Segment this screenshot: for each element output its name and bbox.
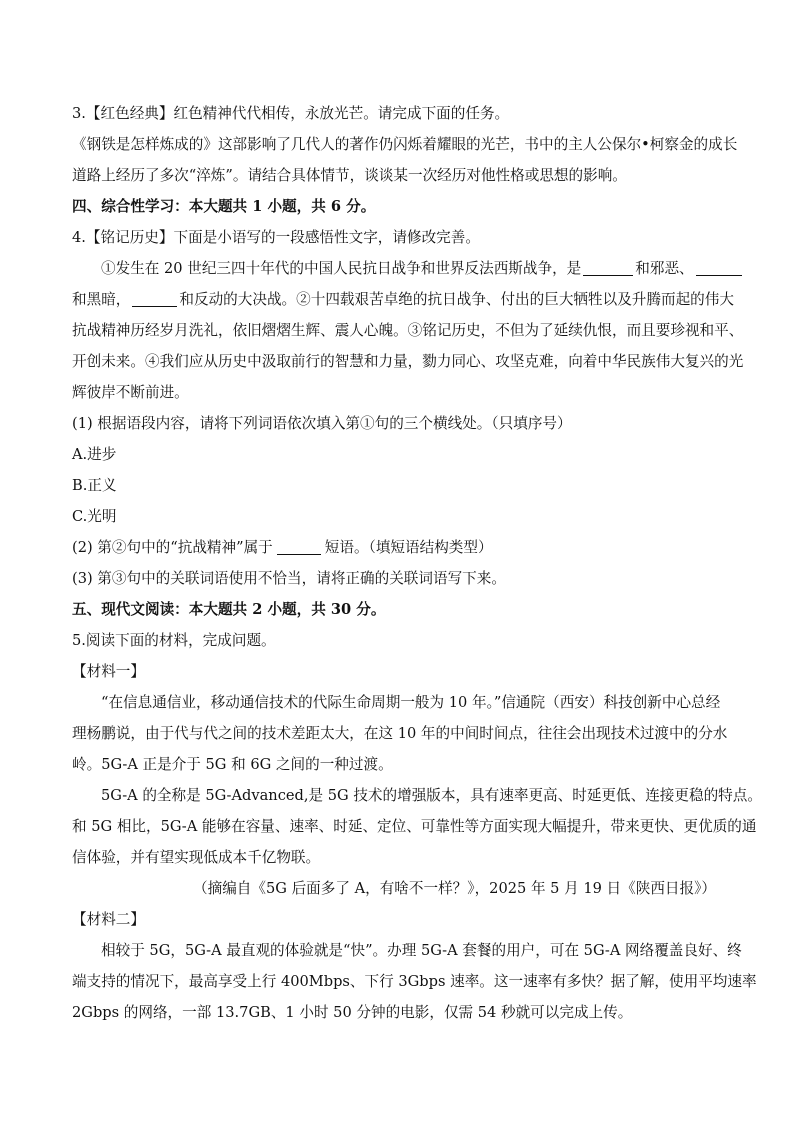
material-1-heading: 【材料一】 bbox=[72, 663, 145, 680]
material-2-line: 端支持的情况下，最高享受上行 400Mbps、下行 3Gbps 速率。这一速率有多快？据了解，使用平均速率 bbox=[72, 973, 757, 990]
material-2-line: 相较于 5G，5G-A 最直观的体验就是“快”。办理 5G-A 套餐的用户，可在 5G-A 网络覆盖良好、终 bbox=[101, 942, 742, 959]
question-4-title: 4.【铭记历史】下面是小语写的一段感悟性文字，请修改完善。 bbox=[72, 229, 480, 246]
section-5-heading: 五、现代文阅读：本大题共 2 小题，共 30 分。 bbox=[72, 601, 386, 618]
option-c: C.光明 bbox=[72, 508, 117, 525]
answer-blank-1 bbox=[583, 258, 633, 276]
material-1-source: （摘编自《5G 后面多了 A，有啥不一样？》，2025 年 5 月 19 日《陕西日报》） bbox=[193, 880, 716, 897]
sub-question-3: (3) 第③句中的关联词语使用不恰当，请将正确的关联词语写下来。 bbox=[72, 570, 506, 587]
section-4-heading: 四、综合性学习：本大题共 1 小题，共 6 分。 bbox=[72, 198, 376, 215]
sub-question-2-text: 短语。（填短语结构类型） bbox=[324, 539, 493, 556]
sub-question-1: (1) 根据语段内容，请将下列词语依次填入第①句的三个横线处。（只填序号） bbox=[72, 415, 572, 432]
passage-text: ①发生在 20 世纪三四十年代的中国人民抗日战争和世界反法西斯战争，是 bbox=[101, 260, 582, 277]
question-3-text-line: 《钢铁是怎样炼成的》这部影响了几代人的著作仍闪烁着耀眼的光芒，书中的主人公保尔•柯察金的成长 bbox=[72, 136, 738, 153]
material-1-line: 岭。5G-A 正是介于 5G 和 6G 之间的一种过渡。 bbox=[72, 756, 393, 773]
question-4-passage-line: 辉彼岸不断前进。 bbox=[72, 384, 189, 401]
passage-text: 和黑暗， bbox=[72, 291, 131, 308]
passage-text: 和反动的大决战。②十四载艰苦卓绝的抗日战争、付出的巨大牺牲以及升腾而起的伟大 bbox=[179, 291, 734, 308]
question-4-passage-line: 开创未来。④我们应从历史中汲取前行的智慧和力量，勠力同心、攻坚克难，向着中华民族伟大复兴的光 bbox=[72, 353, 744, 370]
document-page bbox=[72, 98, 762, 1028]
question-4-passage-line bbox=[72, 284, 734, 315]
material-1-line: 5G-A 的全称是 5G-Advanced,是 5G 技术的增强版本，具有速率更高、时延更低、连接更稳的特点。 bbox=[101, 787, 762, 804]
material-1-line: 理杨鹏说，由于代与代之间的技术差距太大，在这 10 年的中间时间点，往往会出现技术过渡中的分水 bbox=[72, 725, 728, 742]
answer-blank bbox=[277, 537, 321, 555]
question-4-passage-line: 抗战精神历经岁月洗礼，依旧熠熠生辉、震人心魄。③铭记历史，不但为了延续仇恨，而且要珍视和平、 bbox=[72, 322, 744, 339]
material-2-line: 2Gbps 的网络，一部 13.7GB、1 小时 50 分钟的电影，仅需 54 秒就可以完成上传。 bbox=[72, 1004, 633, 1021]
material-1-line: 信体验，并有望实现低成本千亿物联。 bbox=[72, 849, 321, 866]
material-1-line: “在信息通信业，移动通信技术的代际生命周期一般为 10 年。”信通院（西安）科技创新中心总经 bbox=[101, 694, 721, 711]
option-b: B.正义 bbox=[72, 477, 117, 494]
question-3-title: 3.【红色经典】红色精神代代相传，永放光芒。请完成下面的任务。 bbox=[72, 105, 510, 122]
sub-question-2 bbox=[72, 532, 722, 563]
sub-question-2-text: (2) 第②句中的“抗战精神”属于 bbox=[72, 539, 273, 556]
material-1-line: 和 5G 相比，5G-A 能够在容量、速率、时延、定位、可靠性等方面实现大幅提升，带来更快、更优质的通 bbox=[72, 818, 757, 835]
question-3-text-line: 道路上经历了多次“淬炼”。请结合具体情节，谈谈某一次经历对他性格或思想的影响。 bbox=[72, 167, 627, 184]
passage-text: 和邪恶、 bbox=[635, 260, 694, 277]
material-2-heading: 【材料二】 bbox=[72, 911, 145, 928]
question-5-title: 5.阅读下面的材料，完成问题。 bbox=[72, 632, 276, 649]
option-a: A.进步 bbox=[72, 446, 117, 463]
answer-blank-2 bbox=[696, 258, 742, 276]
answer-blank-3 bbox=[132, 289, 177, 307]
question-4-passage-line bbox=[72, 253, 722, 284]
